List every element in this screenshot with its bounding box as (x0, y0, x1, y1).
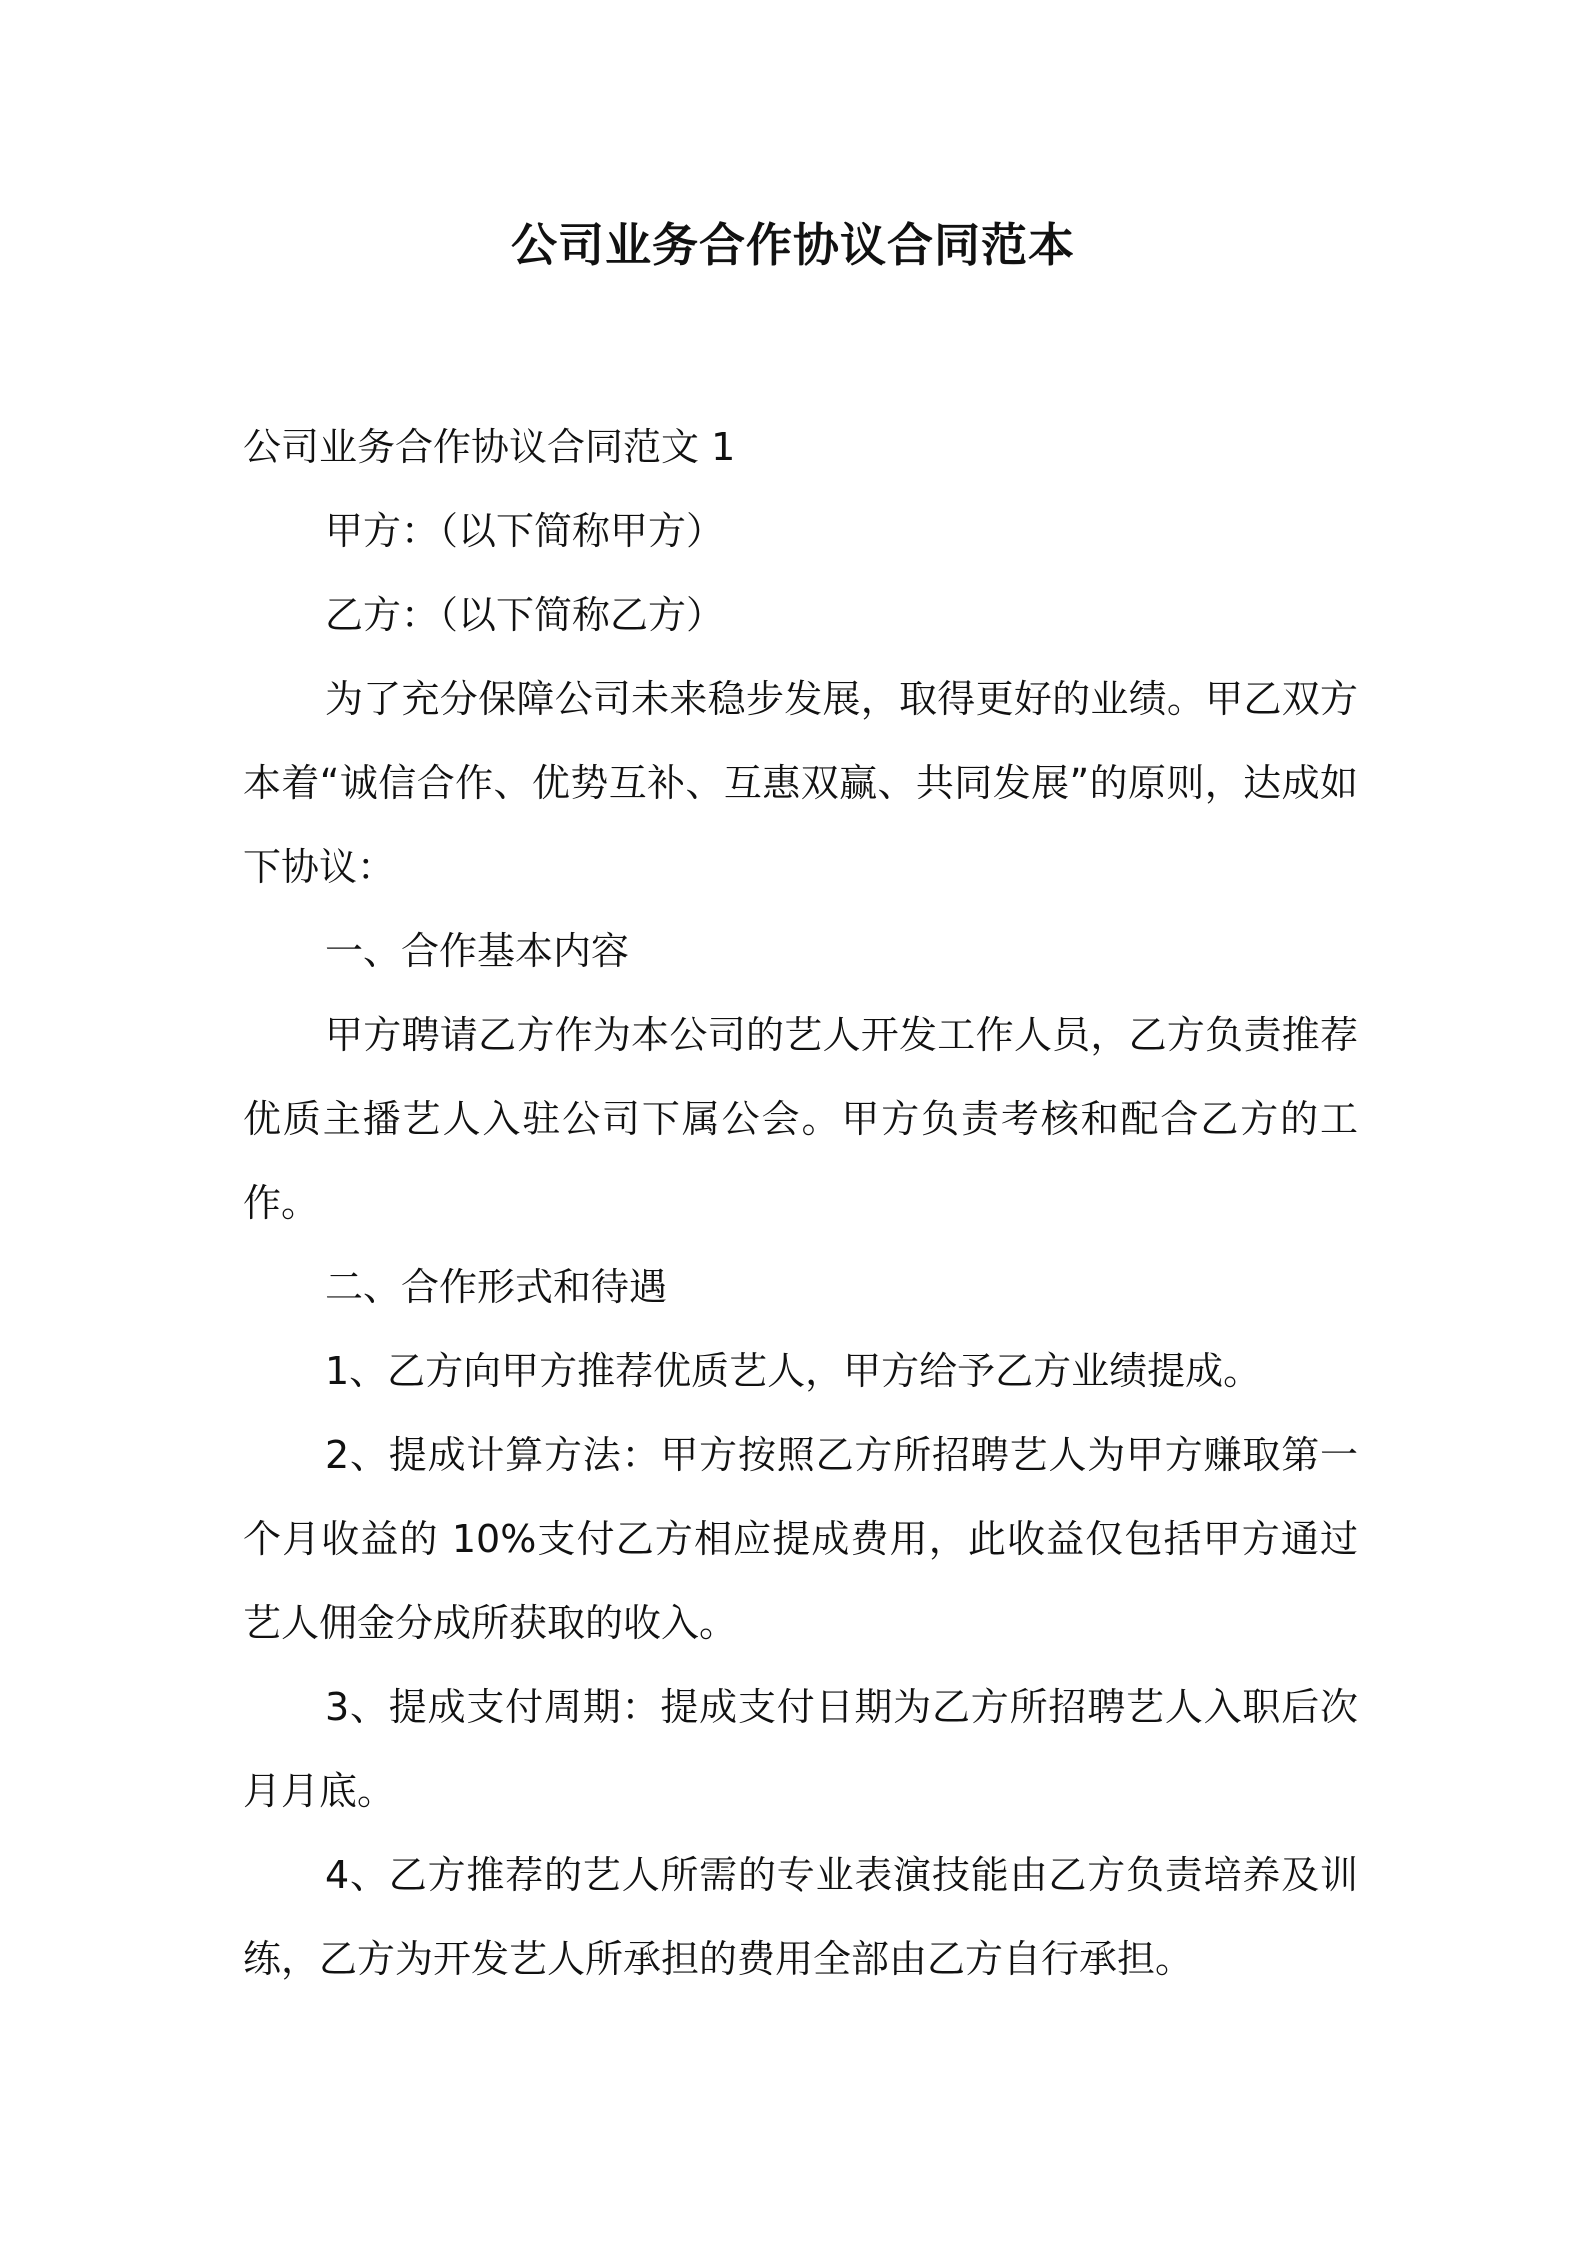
section-1-paragraph: 甲方聘请乙方作为本公司的艺人开发工作人员，乙方负责推荐优质主播艺人入驻公司下属公会。甲方负责考核和配合乙方的工作。 (243, 1013, 1358, 1225)
subtitle: 公司业务合作协议合同范文 1 (243, 425, 736, 469)
clause-2: 2、提成计算方法：甲方按照乙方所招聘艺人为甲方赚取第一个月收益的 10%支付乙方相应提成费用，此收益仅包括甲方通过艺人佣金分成所获取的收入。 (243, 1433, 1358, 1645)
party-b-line: 乙方：（以下简称乙方） (325, 593, 725, 637)
document-body (243, 405, 1358, 2001)
intro-paragraph: 为了充分保障公司未来稳步发展，取得更好的业绩。甲乙双方本着“诚信合作、优势互补、互惠双赢、共同发展”的原则，达成如下协议： (243, 677, 1358, 889)
section-1-heading: 一、合作基本内容 (325, 929, 630, 973)
party-a-line: 甲方：（以下简称甲方） (325, 509, 725, 553)
section-2-heading: 二、合作形式和待遇 (325, 1265, 668, 1309)
clause-4: 4、乙方推荐的艺人所需的专业表演技能由乙方负责培养及训练，乙方为开发艺人所承担的费用全部由乙方自行承担。 (243, 1853, 1358, 1981)
document-title: 公司业务合作协议合同范本 (511, 218, 1075, 272)
clause-1: 1、乙方向甲方推荐优质艺人，甲方给予乙方业绩提成。 (325, 1349, 1262, 1393)
clause-3: 3、提成支付周期：提成支付日期为乙方所招聘艺人入职后次月月底。 (243, 1685, 1358, 1813)
